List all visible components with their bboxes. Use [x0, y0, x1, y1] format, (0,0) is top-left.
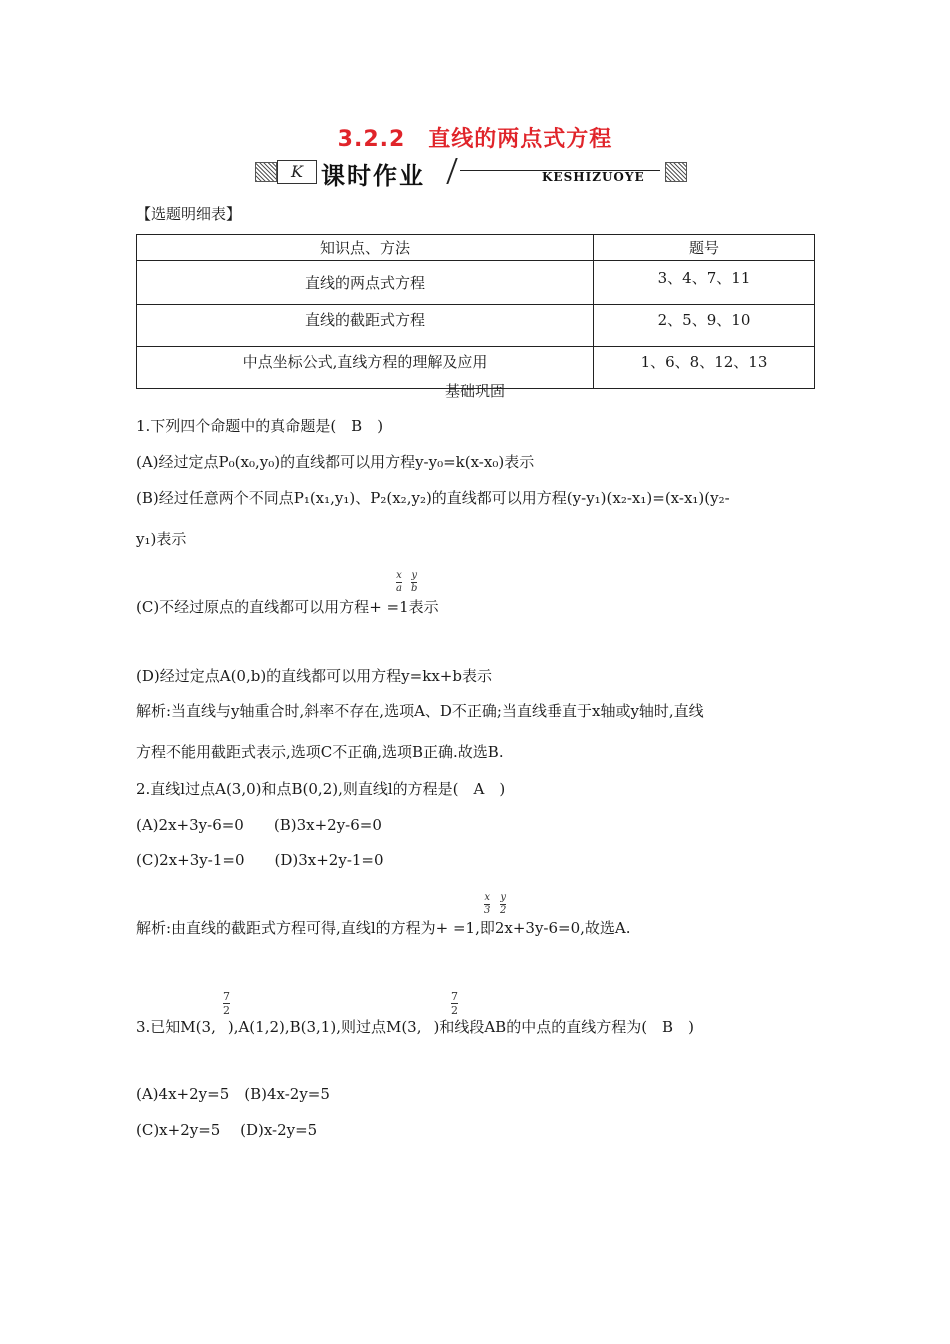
q3-stem-part3: )和线段AB的中点的直线方程为( B ) — [433, 1018, 694, 1036]
q3-options-cd: (C)x+2y=5 (D)x-2y=5 — [136, 1121, 318, 1139]
q3-fraction-7-over-2-second — [451, 990, 458, 1017]
banner-right-hatch — [665, 162, 687, 182]
fraction-denominator: 3 — [484, 905, 491, 916]
q3-fraction-7-over-2-first — [223, 990, 230, 1017]
q3-stem-part2: ),A(1,2),B(3,1),则过点M(3, — [227, 1018, 422, 1036]
table-header-cell: 知识点、方法 — [137, 235, 594, 261]
table-cell: 2、5、9、10 — [594, 305, 815, 347]
q2-stem: 2.直线l过点A(3,0)和点B(0,2),则直线l的方程是( A ) — [136, 780, 506, 798]
fraction-denominator: b — [411, 583, 418, 594]
q2-solution-text: 解析:由直线的截距式方程可得,直线l的方程为 — [136, 919, 436, 937]
q3-stem-part1: 3.已知M(3, — [136, 1018, 216, 1036]
q1-fraction-y-over-b — [411, 570, 417, 595]
q2-solution — [136, 917, 631, 938]
q1-solution-line1: 解析:当直线与y轴重合时,斜率不存在,选项A、D不正确;当直线垂直于x轴或y轴时,直线 — [136, 702, 704, 720]
q2-solution-tail: + =1,即2x+3y-6=0,故选A. — [435, 919, 631, 937]
fraction-numerator: x — [484, 892, 490, 903]
q2-options-cd: (C)2x+3y-1=0 (D)3x+2y-1=0 — [136, 851, 384, 869]
fraction-numerator: 7 — [451, 990, 458, 1003]
page-title: 3.2.2 直线的两点式方程 — [337, 127, 613, 152]
banner-english-text: KESHIZUOYE — [542, 170, 645, 184]
topic-table — [136, 234, 815, 389]
table-row — [137, 261, 815, 305]
sub-heading: 基础巩固 — [444, 382, 505, 400]
q1-option-c-tail: + =1表示 — [369, 598, 439, 616]
q1-stem: 1.下列四个命题中的真命题是( B ) — [136, 417, 384, 435]
banner-k-icon: K — [277, 160, 317, 184]
q2-options-ab: (A)2x+3y-6=0 (B)3x+2y-6=0 — [136, 816, 382, 834]
q1-option-c — [136, 596, 439, 617]
q1-option-c-text: (C)不经过原点的直线都可以用方程 — [136, 598, 370, 616]
fraction-denominator: 2 — [451, 1004, 458, 1017]
fraction-numerator: 7 — [223, 990, 230, 1003]
table-cell: 直线的截距式方程 — [137, 305, 594, 347]
table-row — [137, 305, 815, 347]
fraction-numerator: y — [411, 570, 418, 581]
homework-banner — [255, 158, 695, 188]
section-label: 【选题明细表】 — [136, 205, 242, 223]
fraction-denominator: a — [396, 583, 402, 594]
q3-stem — [136, 1016, 694, 1037]
q1-option-a: (A)经过定点P₀(x₀,y₀)的直线都可以用方程y-y₀=k(x-x₀)表示 — [136, 453, 535, 471]
q1-fraction-x-over-a — [396, 570, 402, 595]
table-cell: 3、4、7、11 — [594, 261, 815, 305]
fraction-denominator: 2 — [223, 1004, 230, 1017]
banner-left-hatch — [255, 162, 277, 182]
q1-option-d: (D)经过定点A(0,b)的直线都可以用方程y=kx+b表示 — [136, 667, 492, 685]
q1-option-b-line1: (B)经过任意两个不同点P₁(x₁,y₁)、P₂(x₂,y₂)的直线都可以用方程(y-y₁)(x₂-x₁)=(x-x₁)(y₂- — [136, 489, 730, 507]
table-cell: 直线的两点式方程 — [137, 261, 594, 305]
table-header-row — [137, 235, 815, 261]
q2-fraction-y-over-2 — [500, 892, 506, 917]
fraction-numerator: y — [500, 892, 507, 903]
q1-solution-line2: 方程不能用截距式表示,选项C不正确,选项B正确.故选B. — [136, 743, 504, 761]
fraction-numerator: x — [396, 570, 402, 581]
banner-main-text: 课时作业 — [321, 162, 425, 190]
table-cell: 中点坐标公式,直线方程的理解及应用 — [137, 347, 594, 389]
table-cell: 1、6、8、12、13 — [594, 347, 815, 389]
fraction-denominator: 2 — [500, 905, 507, 916]
banner-slash — [446, 158, 457, 184]
q3-options-ab: (A)4x+2y=5 (B)4x-2y=5 — [136, 1085, 330, 1103]
table-header-cell: 题号 — [594, 235, 815, 261]
q1-option-b-line2: y₁)表示 — [136, 530, 187, 548]
q2-fraction-x-over-3 — [484, 892, 490, 917]
